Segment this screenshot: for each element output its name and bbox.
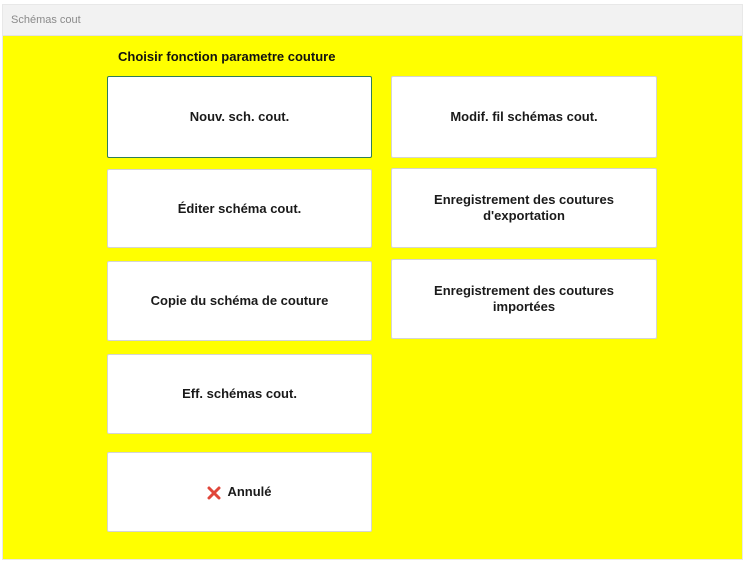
title-bar[interactable]: [3, 5, 742, 36]
copy-scheme-button[interactable]: [107, 261, 372, 341]
import-seams-label: Enregistrement des coutures importées: [434, 283, 614, 314]
new-scheme-button[interactable]: [107, 76, 372, 158]
dialog-window: [2, 4, 743, 560]
delete-schemes-label: Eff. schémas cout.: [182, 386, 297, 401]
import-seams-button[interactable]: [391, 259, 657, 339]
new-scheme-label: Nouv. sch. cout.: [189, 109, 290, 124]
modify-file-schemes-label: Modif. fil schémas cout.: [450, 109, 598, 124]
close-icon: [207, 486, 221, 500]
cancel-button[interactable]: [107, 452, 372, 532]
export-seams-button[interactable]: [391, 168, 657, 248]
section-heading: Choisir fonction parametre couture: [118, 49, 336, 64]
edit-scheme-label: Éditer schéma cout.: [177, 200, 302, 216]
export-seams-label: Enregistrement des coutures d'exportation: [434, 192, 614, 223]
copy-scheme-label: Copie du schéma de couture: [150, 293, 329, 308]
window-title: Schémas cout: [11, 14, 81, 26]
modify-file-schemes-button[interactable]: [391, 76, 657, 158]
cancel-label: Annulé: [227, 484, 272, 499]
edit-scheme-button[interactable]: [107, 169, 372, 248]
delete-schemes-button[interactable]: [107, 354, 372, 434]
